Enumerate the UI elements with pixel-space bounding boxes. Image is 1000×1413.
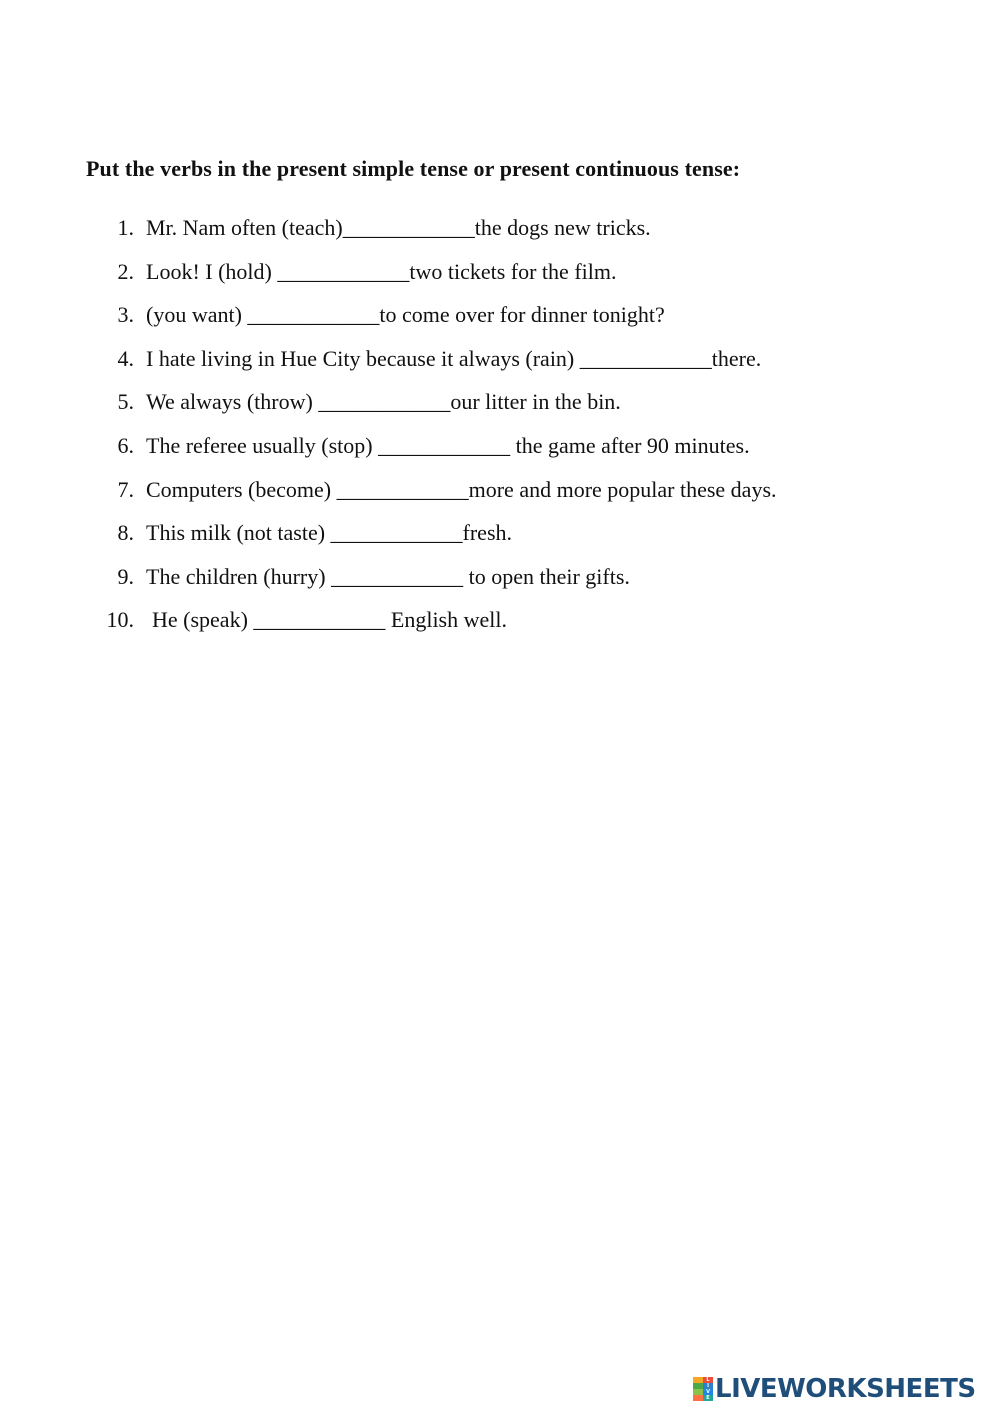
item-number: 10. [106, 607, 134, 633]
item-sentence: We always (throw) ____________our litter in the bin. [146, 389, 621, 415]
item-number: 2. [117, 258, 134, 284]
exercise-item [0, 210, 1000, 254]
item-sentence: Computers (become) ____________more and more popular these days. [146, 476, 777, 502]
exercise-item [0, 428, 1000, 472]
item-number: 8. [117, 520, 134, 546]
item-sentence: The referee usually (stop) ____________ the game after 90 minutes. [146, 432, 750, 458]
exercise-item [0, 559, 1000, 603]
instruction-heading: Put the verbs in the present simple tense or present continuous tense: [86, 156, 741, 181]
item-sentence: I hate living in Hue City because it always (rain) ____________there. [146, 345, 762, 371]
logo-wordmark: LIVEWORKSHEETS [715, 1374, 976, 1404]
logo-mark-cell: E [703, 1395, 713, 1401]
logo-mark-cell: V [703, 1389, 713, 1395]
item-number: 1. [117, 215, 134, 240]
exercise-item [0, 472, 1000, 516]
exercise-item [0, 254, 1000, 298]
exercise-item [0, 384, 1000, 428]
item-sentence: (you want) ____________to come over for dinner tonight? [146, 302, 665, 328]
item-number: 4. [117, 345, 134, 371]
item-sentence: Look! I (hold) ____________two tickets for the film. [146, 258, 617, 284]
item-sentence: The children (hurry) ____________ to open their gifts. [146, 563, 630, 589]
exercise-item [0, 297, 1000, 341]
item-number: 9. [117, 563, 134, 589]
exercise-list [0, 210, 1000, 646]
liveworksheets-logo [693, 1374, 976, 1404]
item-number: 7. [117, 476, 134, 502]
item-sentence: Mr. Nam often (teach)____________the dogs new tricks. [146, 215, 651, 240]
logo-mark-cell: I [703, 1383, 713, 1389]
exercise-item [0, 515, 1000, 559]
item-sentence: This milk (not taste) ____________fresh. [146, 520, 513, 546]
logo-mark-cell: L [703, 1377, 713, 1383]
item-sentence: He (speak) ____________ English well. [152, 607, 507, 633]
item-number: 5. [117, 389, 134, 415]
logo-mark-cell [693, 1395, 703, 1401]
exercise-item [0, 341, 1000, 385]
item-number: 3. [117, 302, 134, 328]
item-number: 6. [117, 432, 134, 458]
exercise-item [0, 602, 1000, 646]
logo-mark-icon [693, 1377, 713, 1401]
